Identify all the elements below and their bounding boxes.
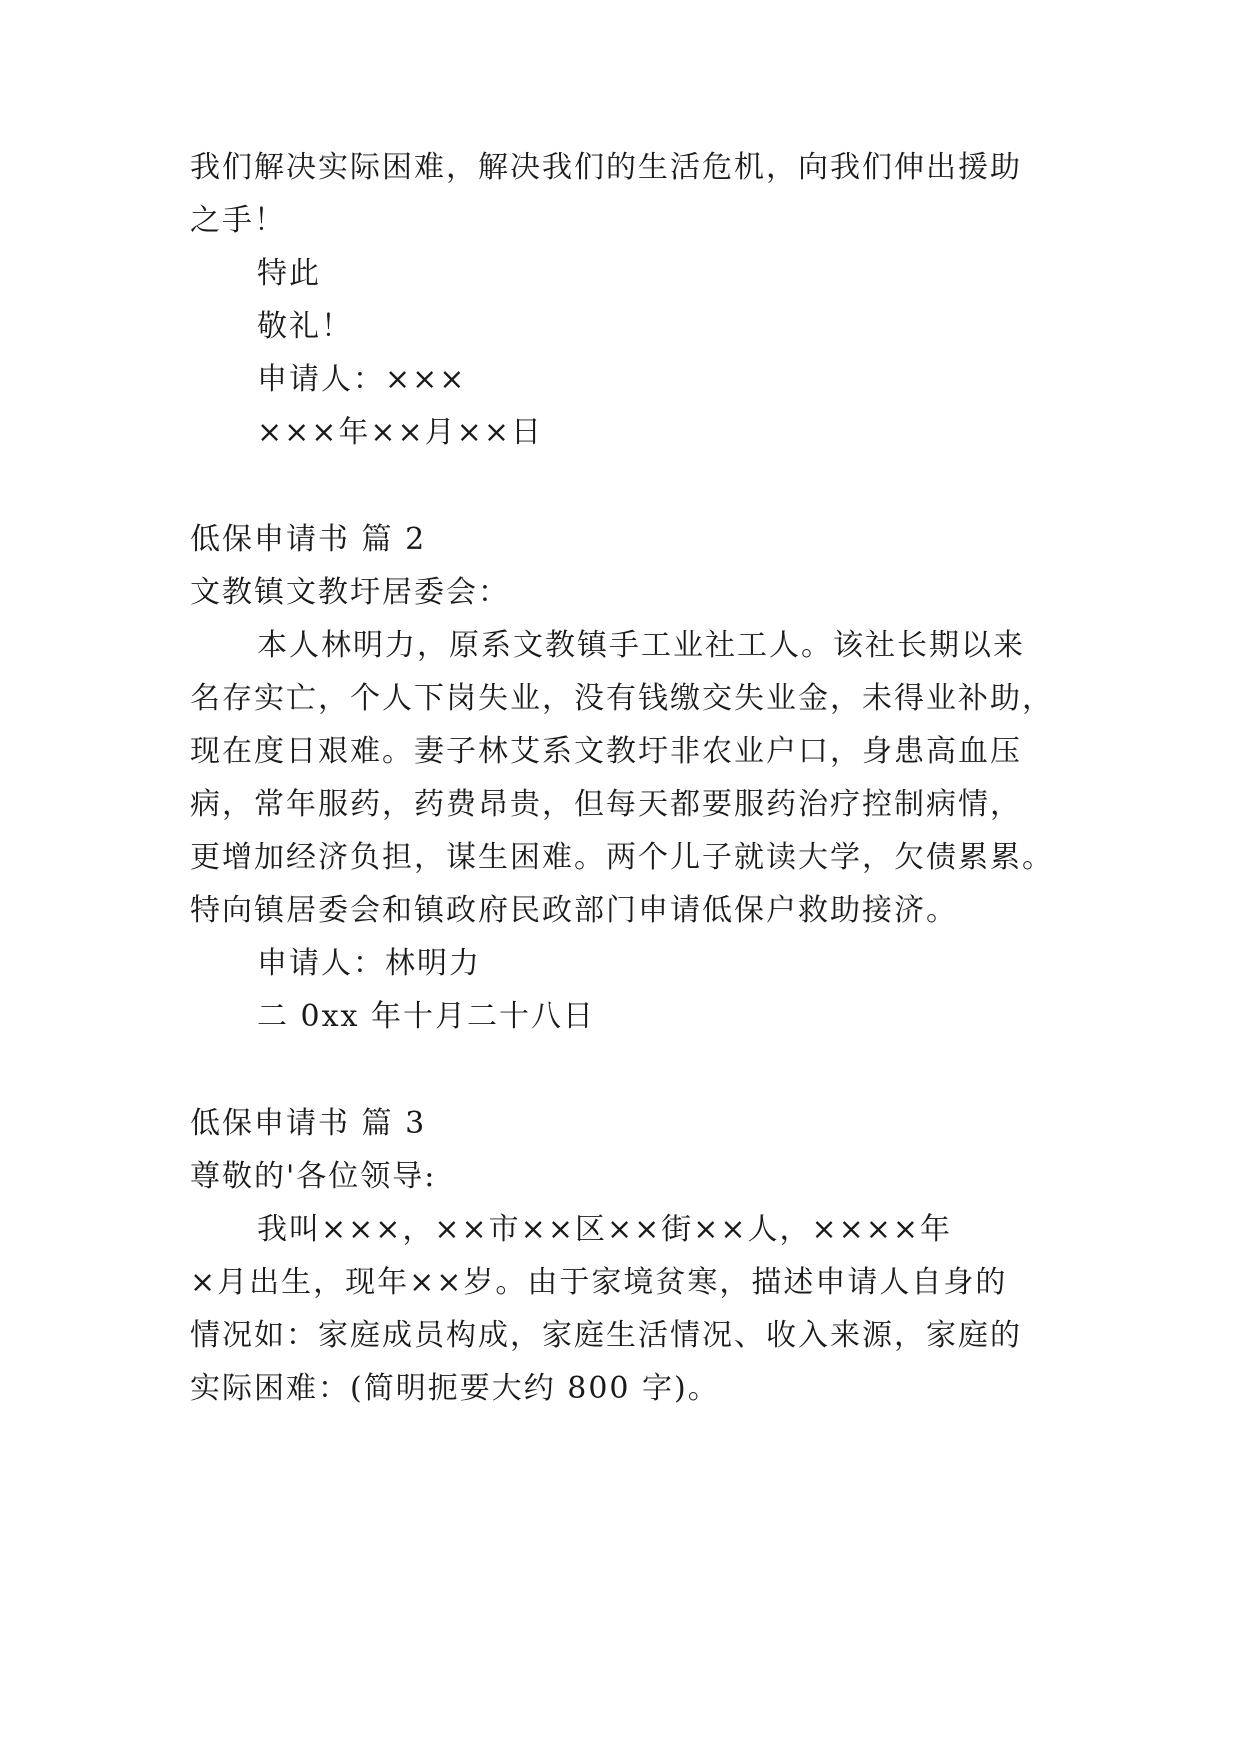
- section1-date: ×××年××月××日: [257, 415, 543, 450]
- section2-body-line-4: 病，常年服药，药费昂贵，但每天都要服药治疗控制病情，: [190, 787, 1022, 822]
- section3-body-line-2: ×月出生，现年××岁。由于家境贫寒，描述申请人自身的: [190, 1265, 1008, 1300]
- section1-body-line-2: 之手！: [190, 203, 286, 238]
- section3-body-line-4: 实际困难：(简明扼要大约 800 字)。: [190, 1371, 720, 1406]
- section2-body-line-2: 名存实亡，个人下岗失业，没有钱缴交失业金，未得业补助，: [190, 681, 1054, 716]
- section2-date: 二 0xx 年十月二十八日: [257, 999, 595, 1034]
- section3-addressee: 尊敬的'各位领导:: [190, 1159, 437, 1194]
- section3-heading: 低保申请书 篇 3: [190, 1106, 427, 1141]
- section1-body-line-1: 我们解决实际困难，解决我们的生活危机，向我们伸出援助: [190, 150, 1022, 185]
- section1-closing: 特此: [257, 256, 321, 291]
- section3-body-line-3: 情况如：家庭成员构成，家庭生活情况、收入来源，家庭的: [190, 1318, 1022, 1353]
- section3-body-line-1: 我叫×××，××市××区××街××人，××××年: [257, 1212, 953, 1247]
- section2-body-line-3: 现在度日艰难。妻子林艾系文教圩非农业户口，身患高血压: [190, 734, 1022, 769]
- section2-body-line-5: 更增加经济负担，谋生困难。两个儿子就读大学，欠债累累。: [190, 840, 1054, 875]
- section2-heading: 低保申请书 篇 2: [190, 522, 427, 557]
- section1-salute: 敬礼！: [257, 309, 353, 344]
- section2-body-line-6: 特向镇居委会和镇政府民政部门申请低保户救助接济。: [190, 893, 958, 928]
- section2-body-line-1: 本人林明力，原系文教镇手工业社工人。该社长期以来: [257, 628, 1025, 663]
- section2-applicant: 申请人：林明力: [257, 946, 481, 981]
- section2-addressee: 文教镇文教圩居委会：: [190, 575, 510, 610]
- section1-applicant: 申请人：×××: [257, 362, 467, 397]
